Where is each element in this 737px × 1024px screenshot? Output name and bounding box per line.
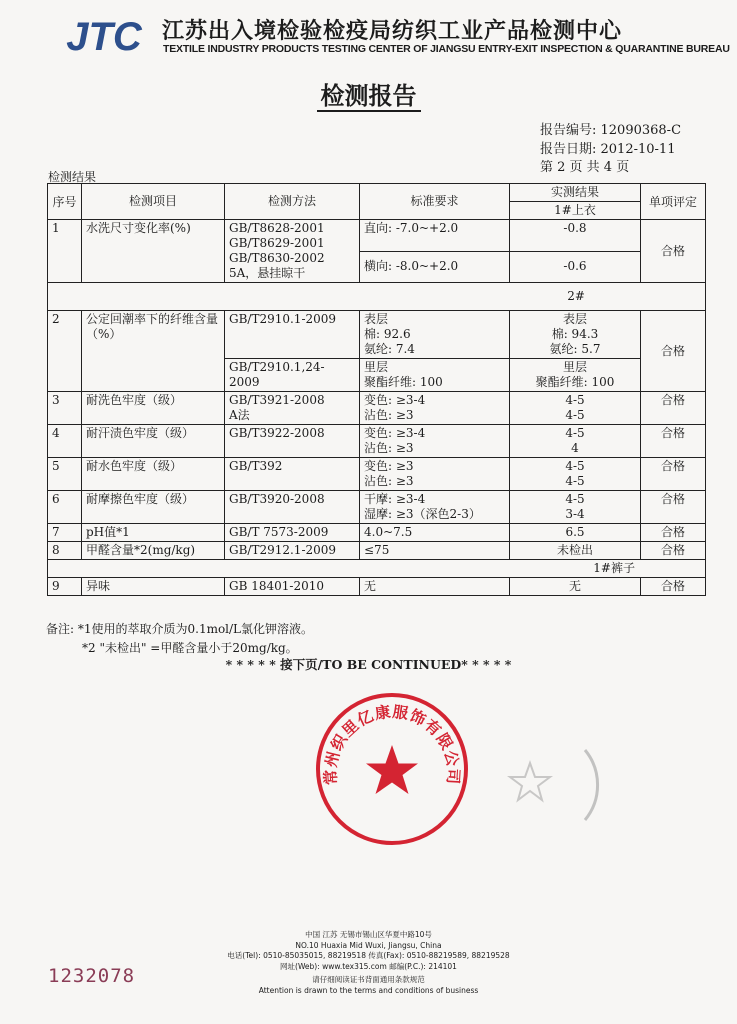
- row-no: 9: [48, 578, 82, 596]
- row-no: 3: [48, 392, 82, 425]
- row-standard: 无: [360, 578, 510, 596]
- report-number: 报告编号: 12090368-C: [540, 123, 682, 138]
- table-header-row: [48, 184, 706, 202]
- row-item: 耐水色牢度（级）: [82, 458, 225, 491]
- row-method: GB/T2912.1-2009: [225, 542, 360, 560]
- row-standard: 变色: ≥3-4 沾色: ≥3: [360, 392, 510, 425]
- row-item: 水洗尺寸变化率(%): [82, 220, 225, 283]
- row-method: GB/T392: [225, 458, 360, 491]
- results-table: [47, 183, 706, 596]
- row-no: 2: [48, 311, 82, 392]
- row-method: GB/T3921-2008 A法: [225, 392, 360, 425]
- page-number: 第 2 页 共 4 页: [540, 160, 630, 175]
- row-no: 4: [48, 425, 82, 458]
- org-name-en: TEXTILE INDUSTRY PRODUCTS TESTING CENTER OF JIANGSU ENTRY-EXIT INSPECTION & QUARANTINE BUREAU: [163, 43, 730, 55]
- row-result: -0.6: [510, 251, 641, 283]
- row-method: GB/T8628-2001 GB/T8629-2001 GB/T8630-2002 5A，悬挂晾干: [225, 220, 360, 283]
- row-standard: 横向: -8.0~+2.0: [360, 251, 510, 283]
- footer-web: 网址(Web): www.tex315.com 邮编(P.C.): 214101: [280, 961, 457, 971]
- seal-star-icon: [366, 745, 418, 794]
- row-result: 4-5 3-4: [510, 491, 641, 524]
- sample-separator-row: [48, 283, 706, 311]
- row-no: 8: [48, 542, 82, 560]
- table-row: [48, 542, 706, 560]
- row-result: -0.8: [510, 220, 641, 252]
- row-judgement: 合格: [641, 220, 706, 283]
- table-row: [48, 491, 706, 524]
- footer-notice-cn: 请仔细阅读证书背面通用条款规范: [312, 975, 425, 984]
- row-item: pH值*1: [82, 524, 225, 542]
- row-method: GB/T2910.1-2009: [225, 311, 360, 359]
- row-judgement: 合格: [641, 311, 706, 392]
- row-result: 4-5 4-5: [510, 392, 641, 425]
- row-item: 甲醛含量*2(mg/kg): [82, 542, 225, 560]
- row-result: 无: [510, 578, 641, 596]
- row-standard: 变色: ≥3 沾色: ≥3: [360, 458, 510, 491]
- table-row: [48, 392, 706, 425]
- row-method: GB/T3920-2008: [225, 491, 360, 524]
- row-result: 表层 棉: 94.3 氨纶: 5.7: [510, 311, 641, 359]
- company-seal: [312, 689, 472, 849]
- row-result: 6.5: [510, 524, 641, 542]
- row-standard: 4.0~7.5: [360, 524, 510, 542]
- row-method: GB 18401-2010: [225, 578, 360, 596]
- section-label: 检测结果: [48, 170, 97, 184]
- row-no: 5: [48, 458, 82, 491]
- row-item: 耐洗色牢度（级）: [82, 392, 225, 425]
- table-row: [48, 458, 706, 491]
- sample-label: 1#上衣: [510, 202, 641, 220]
- serial-number: 1232078: [48, 965, 136, 987]
- footer-phone: 电话(Tel): 0510-85035015, 88219518 传真(Fax): 0510-88219589, 88219528: [227, 951, 510, 960]
- logo-text: JTC: [66, 15, 142, 56]
- header-method: 检测方法: [225, 184, 360, 220]
- sample-separator-row: [48, 560, 706, 578]
- footer-address-en: NO.10 Huaxia Mid Wuxi, Jiangsu, China: [295, 940, 442, 950]
- row-judgement: 合格: [641, 491, 706, 524]
- sample-label: 2#: [48, 283, 706, 311]
- row-standard: 直向: -7.0~+2.0: [360, 220, 510, 252]
- row-no: 7: [48, 524, 82, 542]
- note-2: *2 "未检出" =甲醛含量小于20mg/kg。: [82, 641, 298, 655]
- table-row: [48, 578, 706, 596]
- header-standard: 标准要求: [360, 184, 510, 220]
- row-standard: 表层 棉: 92.6 氨纶: 7.4: [360, 311, 510, 359]
- footer-address-cn: 中国 江苏 无锡市锡山区华夏中路10号: [305, 930, 432, 939]
- row-result: 里层 聚酯纤维: 100: [510, 359, 641, 392]
- row-standard: ≤75: [360, 542, 510, 560]
- faint-seal-icon: [485, 725, 605, 845]
- row-judgement: 合格: [641, 578, 706, 596]
- row-no: 6: [48, 491, 82, 524]
- table-row: [48, 311, 706, 359]
- continued-label: * * * * * 接下页/TO BE CONTINUED* * * * *: [225, 657, 512, 672]
- seal-text: 常州织里亿康服饰有限公司: [321, 702, 463, 786]
- row-standard: 干摩: ≥3-4 湿摩: ≥3（深色2-3）: [360, 491, 510, 524]
- row-method: GB/T 7573-2009: [225, 524, 360, 542]
- header-judgement: 单项评定: [641, 184, 706, 220]
- row-result: 4-5 4: [510, 425, 641, 458]
- row-standard: 变色: ≥3-4 沾色: ≥3: [360, 425, 510, 458]
- row-method: GB/T3922-2008: [225, 425, 360, 458]
- notes: [46, 620, 313, 658]
- row-item: 异味: [82, 578, 225, 596]
- sample-label: 1#裤子: [48, 560, 706, 578]
- header-result: 实测结果: [510, 184, 641, 202]
- row-judgement: 合格: [641, 425, 706, 458]
- report-date: 报告日期: 2012-10-11: [540, 142, 676, 157]
- row-item: 耐摩擦色牢度（级）: [82, 491, 225, 524]
- row-judgement: 合格: [641, 392, 706, 425]
- org-name-cn: 江苏出入境检验检疫局纺织工业产品检测中心: [162, 18, 623, 44]
- row-judgement: 合格: [641, 458, 706, 491]
- row-result: 未检出: [510, 542, 641, 560]
- table-row: [48, 425, 706, 458]
- note-1: 备注: *1使用的萃取介质为0.1mol/L氯化钾溶液。: [46, 622, 314, 636]
- header-no: 序号: [48, 184, 82, 220]
- row-item: 公定回潮率下的纤维含量（%）: [82, 311, 225, 392]
- row-judgement: 合格: [641, 524, 706, 542]
- row-item: 耐汗渍色牢度（级）: [82, 425, 225, 458]
- header-item: 检测项目: [82, 184, 225, 220]
- page-title: 检测报告: [0, 76, 737, 111]
- jtc-logo: [63, 14, 145, 56]
- footer-notice-en: Attention is drawn to the terms and conditions of business: [258, 985, 479, 995]
- row-result: 4-5 4-5: [510, 458, 641, 491]
- table-row: [48, 220, 706, 252]
- row-judgement: 合格: [641, 542, 706, 560]
- table-row: [48, 524, 706, 542]
- row-method: GB/T2910.1,24-2009: [225, 359, 360, 392]
- row-no: 1: [48, 220, 82, 283]
- row-standard: 里层 聚酯纤维: 100: [360, 359, 510, 392]
